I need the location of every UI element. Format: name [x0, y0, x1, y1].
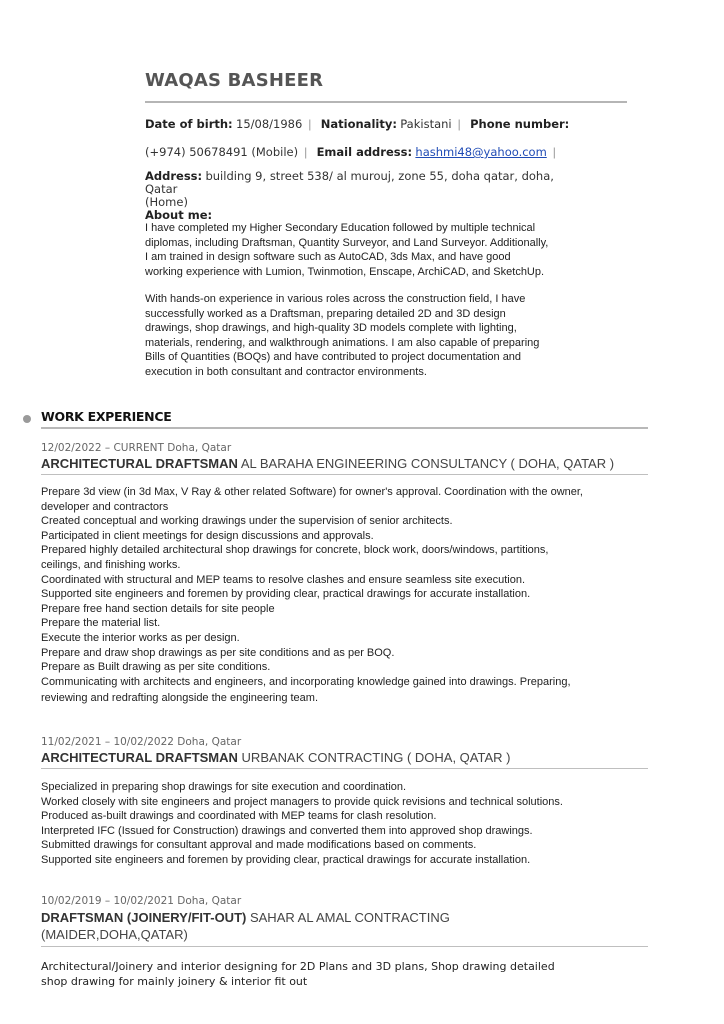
address-line: [145, 170, 585, 209]
job-description: [41, 960, 651, 989]
job-title-line: [41, 750, 510, 765]
job-line: Prepare 3d view (in 3d Max, V Ray & other related Software) for owner's approval. Coordination with the owner,: [41, 486, 583, 498]
about-paragraph-1: [145, 221, 615, 279]
job-line: shop drawing for mainly joinery & interior fit out: [41, 974, 308, 988]
job-line: Prepare and draw shop drawings as per site conditions and as per BOQ.: [41, 646, 395, 659]
job-title: DRAFTSMAN (JOINERY/FIT-OUT): [41, 910, 247, 925]
job-line: developer and contractors: [41, 500, 169, 513]
about-line: successfully worked as a Draftsman, preparing detailed 2D and 3D design: [145, 307, 506, 320]
address-type: (Home): [145, 195, 188, 209]
work-experience-heading: WORK EXPERIENCE: [41, 409, 172, 424]
job-line: Coordinated with structural and MEP teams to resolve clashes and ensure seamless site execution.: [41, 573, 526, 586]
about-line: Bills of Quantities (BOQs) and have contributed to project documentation and: [145, 351, 522, 364]
about-line: I have completed my Higher Secondary Education followed by multiple technical: [145, 222, 536, 234]
about-line: working experience with Lumion, Twinmotion, Enscape, ArchiCAD, and SketchUp.: [145, 265, 545, 278]
dob-value: 15/08/1986: [236, 117, 303, 131]
job-line: Prepared highly detailed architectural shop drawings for concrete, block work, doors/windows, partitions,: [41, 544, 549, 557]
job-line: Supported site engineers and foremen by providing clear, practical drawings for accurate installation.: [41, 588, 531, 601]
email-label: Email address:: [316, 145, 413, 159]
separator: |: [304, 145, 308, 159]
job-divider: [41, 474, 648, 475]
contact-line-2: [145, 145, 562, 159]
job-line: Supported site engineers and foremen by providing clear, practical drawings for accurate installation.: [41, 853, 531, 866]
job-line: Interpreted IFC (Issued for Construction) drawings and converted them into approved shop drawings.: [41, 824, 533, 837]
job-title: ARCHITECTURAL DRAFTSMAN: [41, 750, 238, 765]
about-line: diplomas, including Draftsman, Quantity Surveyor, and Land Surveyor. Additionally,: [145, 236, 549, 249]
job-line: ceilings, and finishing works.: [41, 558, 181, 571]
job-line: reviewing and redrafting alongside the engineering team.: [41, 692, 319, 705]
job-date: 10/02/2019 – 10/02/2021 Doha, Qatar: [41, 895, 242, 907]
job-divider: [41, 768, 648, 769]
job-company: URBANAK CONTRACTING ( DOHA, QATAR ): [241, 750, 511, 765]
job-divider: [41, 946, 648, 947]
job-description: [41, 780, 651, 868]
about-line: drawings, shop drawings, and high-quality 3D models complete with lighting,: [145, 322, 517, 335]
job-date: 11/02/2021 – 10/02/2022 Doha, Qatar: [41, 736, 242, 748]
job-company-location: (MAIDER,DOHA,QATAR): [41, 927, 188, 942]
job-line: Created conceptual and working drawings under the supervision of senior architects.: [41, 515, 453, 528]
about-line: I am trained in design software such as AutoCAD, 3ds Max, and have good: [145, 251, 511, 264]
job-line: Prepare as Built drawing as per site conditions.: [41, 661, 271, 674]
job-line: Architectural/Joinery and interior designing for 2D Plans and 3D plans, Shop drawing detailed: [41, 960, 555, 973]
job-line: Communicating with architects and engineers, and incorporating knowledge gained into drawings. Preparing,: [41, 675, 571, 688]
job-line: Prepare free hand section details for site people: [41, 602, 275, 615]
address-label: Address:: [145, 169, 203, 183]
separator: |: [308, 117, 312, 131]
nationality-label: Nationality:: [320, 117, 397, 131]
job-title-line: [41, 909, 450, 943]
person-name: WAQAS BASHEER: [145, 70, 324, 91]
job-company: SAHAR AL AMAL CONTRACTING: [249, 910, 450, 925]
separator: |: [552, 145, 556, 159]
address-value: building 9, street 538/ al murouj, zone 55, doha qatar, doha, Qatar: [145, 169, 554, 196]
job-line: Prepare the material list.: [41, 617, 161, 630]
about-paragraph-2: [145, 292, 615, 380]
dob-label: Date of birth:: [145, 117, 233, 131]
email-link[interactable]: hashmi48@yahoo.com: [415, 145, 547, 159]
job-title-line: [41, 456, 614, 471]
about-line: materials, rendering, and walkthrough animations. I am also capable of preparing: [145, 336, 540, 349]
phone-label: Phone number:: [470, 117, 570, 131]
job-line: Participated in client meetings for design discussions and approvals.: [41, 529, 374, 542]
about-line: With hands-on experience in various roles across the construction field, I have: [145, 293, 526, 305]
job-line: Worked closely with site engineers and project managers to provide quick revisions and technical solutions.: [41, 795, 563, 808]
phone-value: (+974) 50678491 (Mobile): [145, 145, 299, 159]
job-description: [41, 485, 651, 706]
job-line: Submitted drawings for consultant approval and made modifications based on comments.: [41, 839, 477, 852]
job-company: AL BARAHA ENGINEERING CONSULTANCY ( DOHA, QATAR ): [240, 456, 615, 471]
header-divider: [145, 101, 627, 103]
job-date: 12/02/2022 – CURRENT Doha, Qatar: [41, 442, 232, 454]
nationality-value: Pakistani: [400, 117, 452, 131]
section-divider: [41, 427, 648, 429]
about-line: execution in both consultant and contractor environments.: [145, 365, 427, 378]
about-label: About me:: [145, 208, 213, 222]
job-line: Execute the interior works as per design.: [41, 631, 240, 644]
job-line: Specialized in preparing shop drawings for site execution and coordination.: [41, 781, 407, 793]
separator: |: [457, 117, 461, 131]
job-title: ARCHITECTURAL DRAFTSMAN: [41, 456, 238, 471]
contact-line-1: [145, 117, 569, 131]
section-bullet-icon: [23, 415, 31, 423]
job-line: Produced as-built drawings and coordinated with MEP teams for clash resolution.: [41, 810, 437, 823]
